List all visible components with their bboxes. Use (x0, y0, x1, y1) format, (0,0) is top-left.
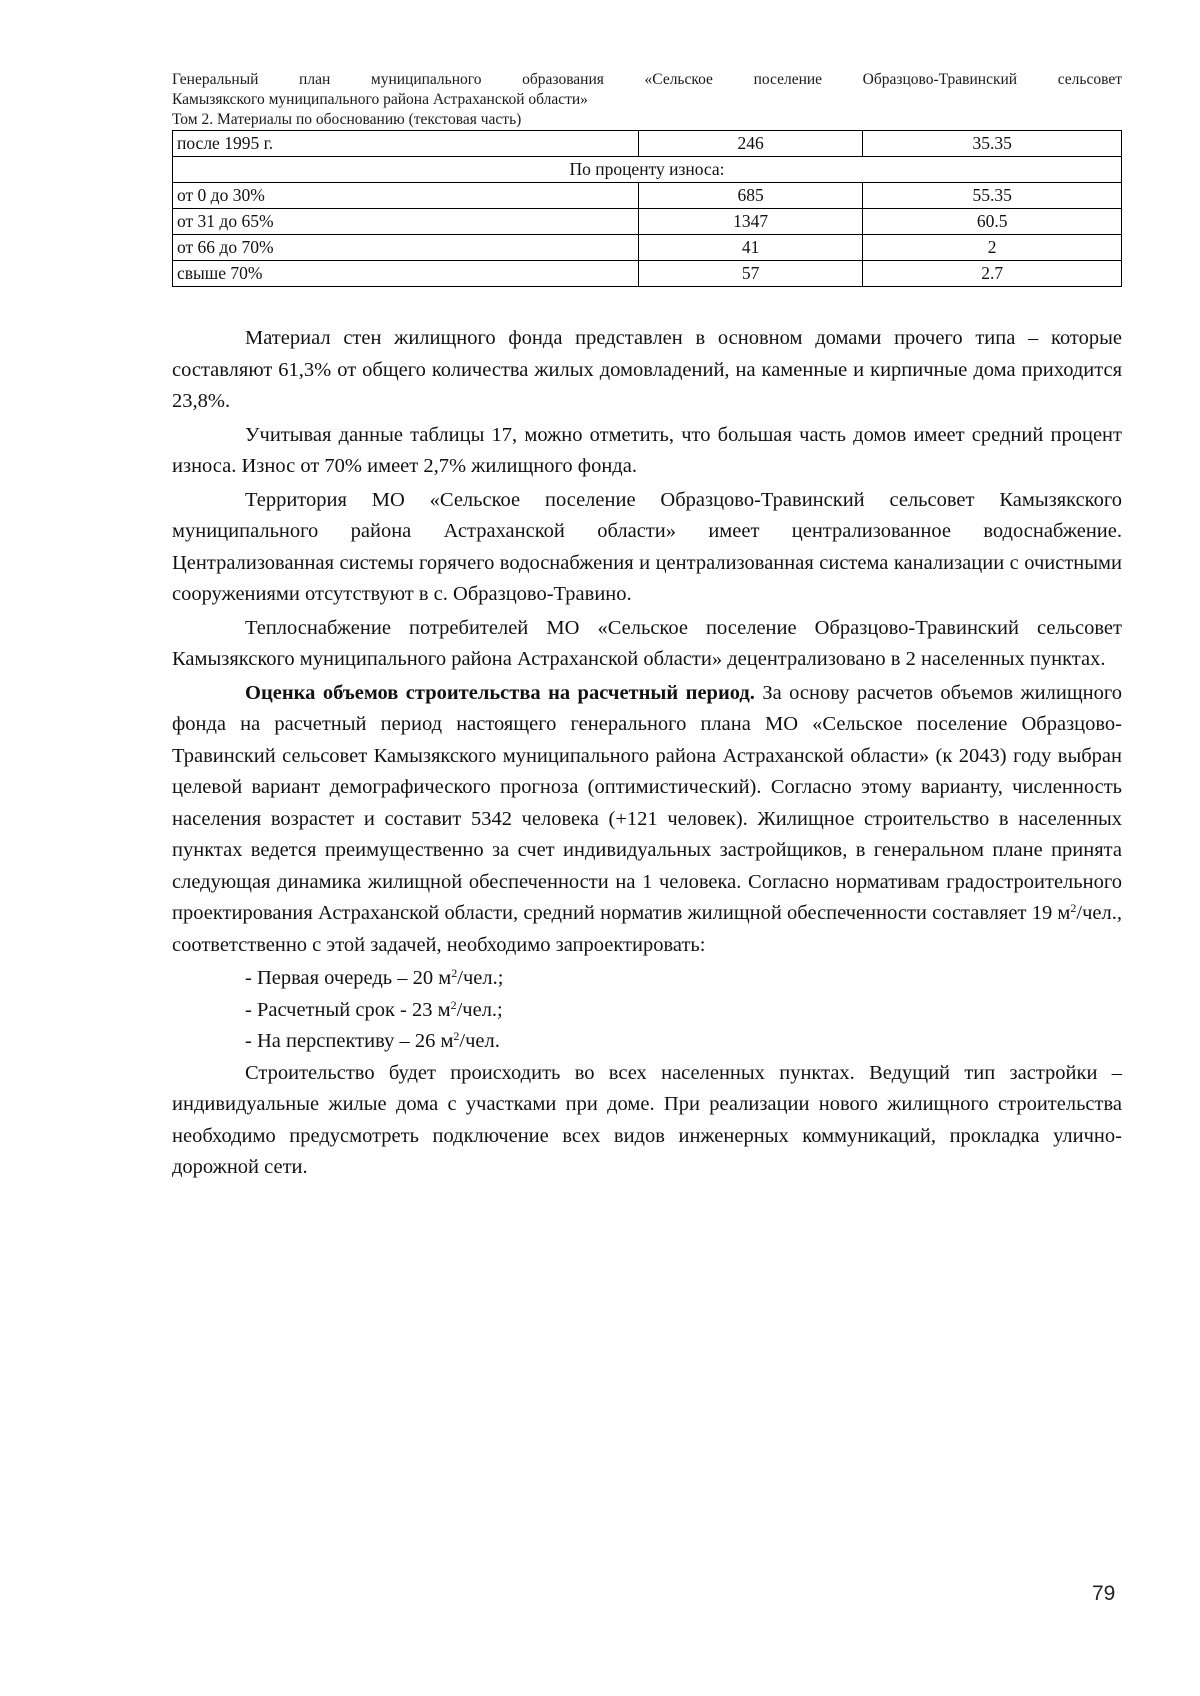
table-row (173, 183, 1122, 209)
paragraph-wall-materials: Материал стен жилищного фонда представлен в основном домами прочего типа – которые составляют 61,3% от общего количества жилых домовладений, на каменные и кирпичные дома приходится 23,8%. (172, 327, 1122, 412)
body-text (172, 323, 1122, 1184)
table-row (173, 261, 1122, 287)
list-item-unit: /чел. (459, 1030, 500, 1052)
table-section-row (173, 157, 1122, 183)
superscript: 2 (453, 1029, 460, 1043)
superscript: 2 (1070, 901, 1077, 915)
table-cell-value: 685 (638, 183, 862, 209)
paragraph-wear-summary: Учитывая данные таблицы 17, можно отметить, что большая часть домов имеет средний процент износа. Износ от 70% имеет 2,7% жилищного фонда. (172, 423, 1122, 477)
list-item (172, 963, 1122, 995)
table-cell-label: от 66 до 70% (173, 235, 639, 261)
table-cell-value: 55.35 (863, 183, 1122, 209)
table-cell-label: после 1995 г. (173, 131, 639, 157)
header-line-3: Том 2. Материалы по обоснованию (текстовая часть) (172, 111, 522, 128)
table-cell-value: 60.5 (863, 209, 1122, 235)
table-cell-value: 246 (638, 131, 862, 157)
superscript: 2 (450, 997, 457, 1012)
list-item-unit: /чел.; (457, 967, 504, 989)
table-cell-value: 2 (863, 235, 1122, 261)
housing-wear-table (172, 130, 1122, 287)
paragraph-construction-estimate (172, 678, 1122, 962)
paragraph-heat-supply: Теплоснабжение потребителей МО «Сельское поселение Образцово-Травинский сельсовет Камызякского муниципального района Астраханской области» децентрализовано в 2 населенных пунктах. (172, 616, 1122, 670)
list-item (172, 995, 1122, 1027)
paragraph-text: За основу расчетов объемов жилищного фонда на расчетный период настоящего генерального плана МО «Сельское поселение Образцово-Травинский сельсовет Камызякского муниципального района Астраханской области» (к 2043) году выбран целевой вариант демографического прогноза (оптимистический). Согласно этому варианту, численность населения возрастет и составит 5342 человека (+121 человек). Жилищное строительство в населенных пунктах ведется преимущественно за счет индивидуальных застройщиков, в генеральном плане принята следующая динамика жилищной обеспеченности на 1 человека. Согласно нормативам градостроительного проектирования Астраханской области, средний норматив жилищной обеспеченности составляет 19 м (172, 681, 1122, 924)
table-cell-value: 57 (638, 261, 862, 287)
table-row (173, 209, 1122, 235)
header-line-2: Камызякского муниципального района Астраханской области» (172, 91, 588, 108)
list-item-text: - Расчетный срок - 23 м (245, 998, 451, 1021)
list-item-text: - Первая очередь – 20 м (245, 967, 452, 989)
paragraph-construction-type: Строительство будет происходить во всех населенных пунктах. Ведущий тип застройки – индивидуальные жилые дома с участками при доме. При реализации нового жилищного строительства необходимо предусмотреть подключение всех видов инженерных коммуникаций, прокладка улично-дорожной сети. (172, 1061, 1122, 1178)
table-row (173, 131, 1122, 157)
paragraph-text: /чел., соответственно с этой задачей, необходимо запроектировать: (172, 902, 1122, 956)
table-cell-value: 2.7 (863, 261, 1122, 287)
superscript: 2 (451, 966, 458, 980)
table-cell-label: от 31 до 65% (173, 209, 639, 235)
list-item (172, 1026, 1122, 1058)
header-line-1: Генеральный план муниципального образования «Сельское поселение Образцово-Травинский сельсовет (172, 71, 1122, 88)
list-item-unit: /чел.; (456, 998, 503, 1021)
table-row (173, 235, 1122, 261)
table-section-label: По проценту износа: (173, 157, 1122, 183)
paragraph-water-supply: Территория МО «Сельское поселение Образцово-Травинский сельсовет Камызякского муниципального района Астраханской области» имеет централизованное водоснабжение. Централизованная системы горячего водоснабжения и централизованная система канализации с очистными сооружениями отсутствуют в с. Образцово-Травино. (172, 488, 1122, 605)
table-cell-value: 35.35 (863, 131, 1122, 157)
table-cell-label: от 0 до 30% (173, 183, 639, 209)
table-cell-value: 41 (638, 235, 862, 261)
page-number: 79 (1092, 1582, 1116, 1605)
paragraph-heading: Оценка объемов строительства на расчетный период. (245, 681, 755, 704)
table-cell-label: свыше 70% (173, 261, 639, 287)
running-header (172, 70, 1122, 130)
table-cell-value: 1347 (638, 209, 862, 235)
document-page (172, 70, 1122, 1186)
list-item-text: - На перспективу – 26 м (245, 1030, 454, 1052)
